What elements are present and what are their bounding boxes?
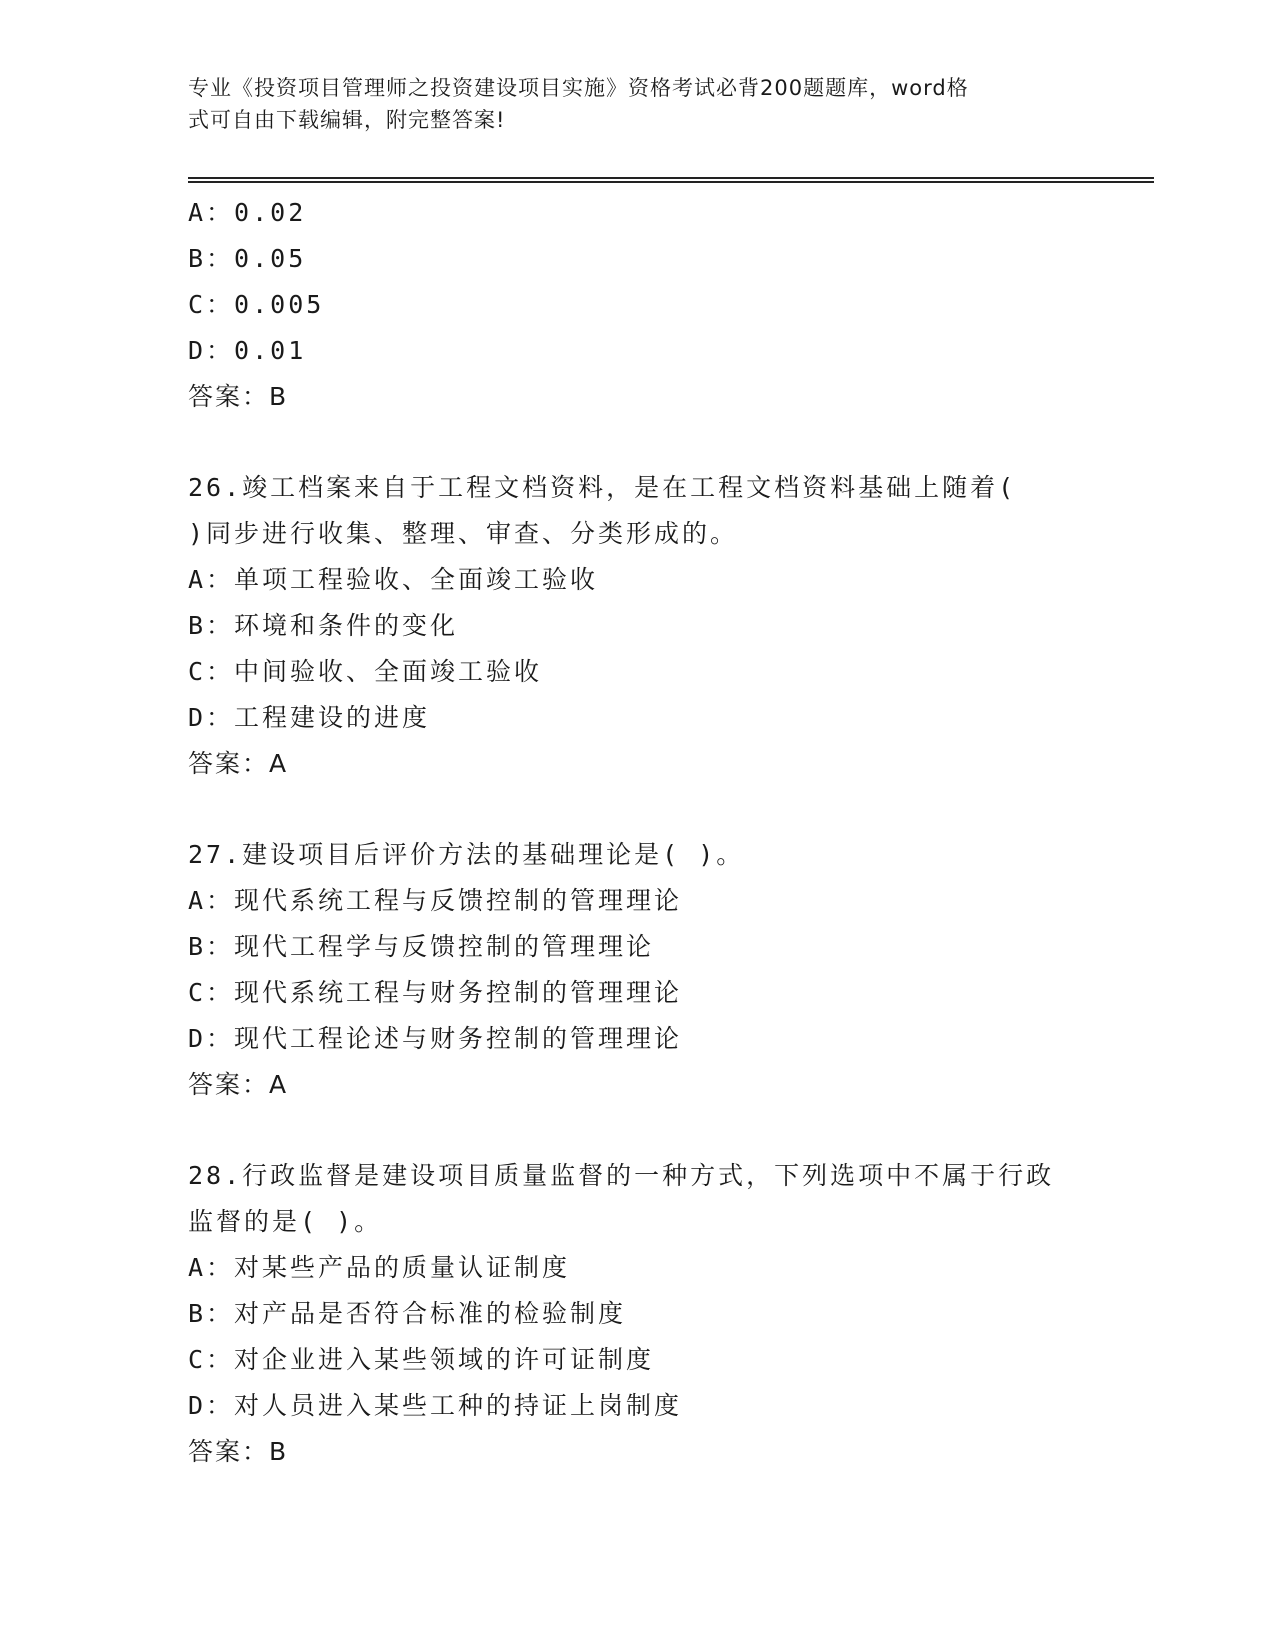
header-divider-top xyxy=(188,177,1154,179)
question-stem-line-1: 27.建设项目后评价方法的基础理论是( )。 xyxy=(188,840,745,869)
spacer xyxy=(188,787,1088,832)
option-c: C：对企业进入某些领域的许可证制度 xyxy=(188,1345,655,1374)
question-28 xyxy=(188,1153,1088,1475)
option-c: C：中间验收、全面竣工验收 xyxy=(188,657,543,686)
answer-line: 答案：A xyxy=(188,1070,289,1099)
document-header xyxy=(188,72,1088,136)
option-a: A：0.02 xyxy=(188,198,307,227)
question-27 xyxy=(188,832,1088,1108)
option-d: D：0.01 xyxy=(188,336,307,365)
option-d: D：工程建设的进度 xyxy=(188,703,431,732)
answer-line: 答案：A xyxy=(188,749,289,778)
question-25 xyxy=(188,190,1088,420)
header-divider-bottom xyxy=(188,181,1154,183)
option-c: C：0.005 xyxy=(188,290,325,319)
question-stem-line-1: 26.竣工档案来自于工程文档资料，是在工程文档资料基础上随着( xyxy=(188,473,1017,502)
header-line-2: 式可自由下载编辑，附完整答案! xyxy=(188,108,506,132)
option-d: D：对人员进入某些工种的持证上岗制度 xyxy=(188,1391,683,1420)
option-d: D：现代工程论述与财务控制的管理理论 xyxy=(188,1024,683,1053)
header-line-1: 专业《投资项目管理师之投资建设项目实施》资格考试必背200题题库，word格 xyxy=(188,76,969,100)
spacer xyxy=(188,420,1088,465)
spacer xyxy=(188,1108,1088,1153)
option-a: A：现代系统工程与反馈控制的管理理论 xyxy=(188,886,683,915)
answer-line: 答案：B xyxy=(188,1437,289,1466)
answer-line: 答案：B xyxy=(188,382,289,411)
question-26 xyxy=(188,465,1088,787)
option-b: B：环境和条件的变化 xyxy=(188,611,459,640)
option-b: B：现代工程学与反馈控制的管理理论 xyxy=(188,932,655,961)
question-stem-line-1: 28.行政监督是建设项目质量监督的一种方式，下列选项中不属于行政 xyxy=(188,1161,1055,1190)
option-b: B：对产品是否符合标准的检验制度 xyxy=(188,1299,627,1328)
question-stem-line-2: )同步进行收集、整理、审查、分类形成的。 xyxy=(188,519,739,548)
option-b: B：0.05 xyxy=(188,244,307,273)
question-list xyxy=(188,190,1088,1475)
option-c: C：现代系统工程与财务控制的管理理论 xyxy=(188,978,683,1007)
option-a: A：单项工程验收、全面竣工验收 xyxy=(188,565,599,594)
option-a: A：对某些产品的质量认证制度 xyxy=(188,1253,571,1282)
question-stem-line-2: 监督的是( )。 xyxy=(188,1207,383,1236)
